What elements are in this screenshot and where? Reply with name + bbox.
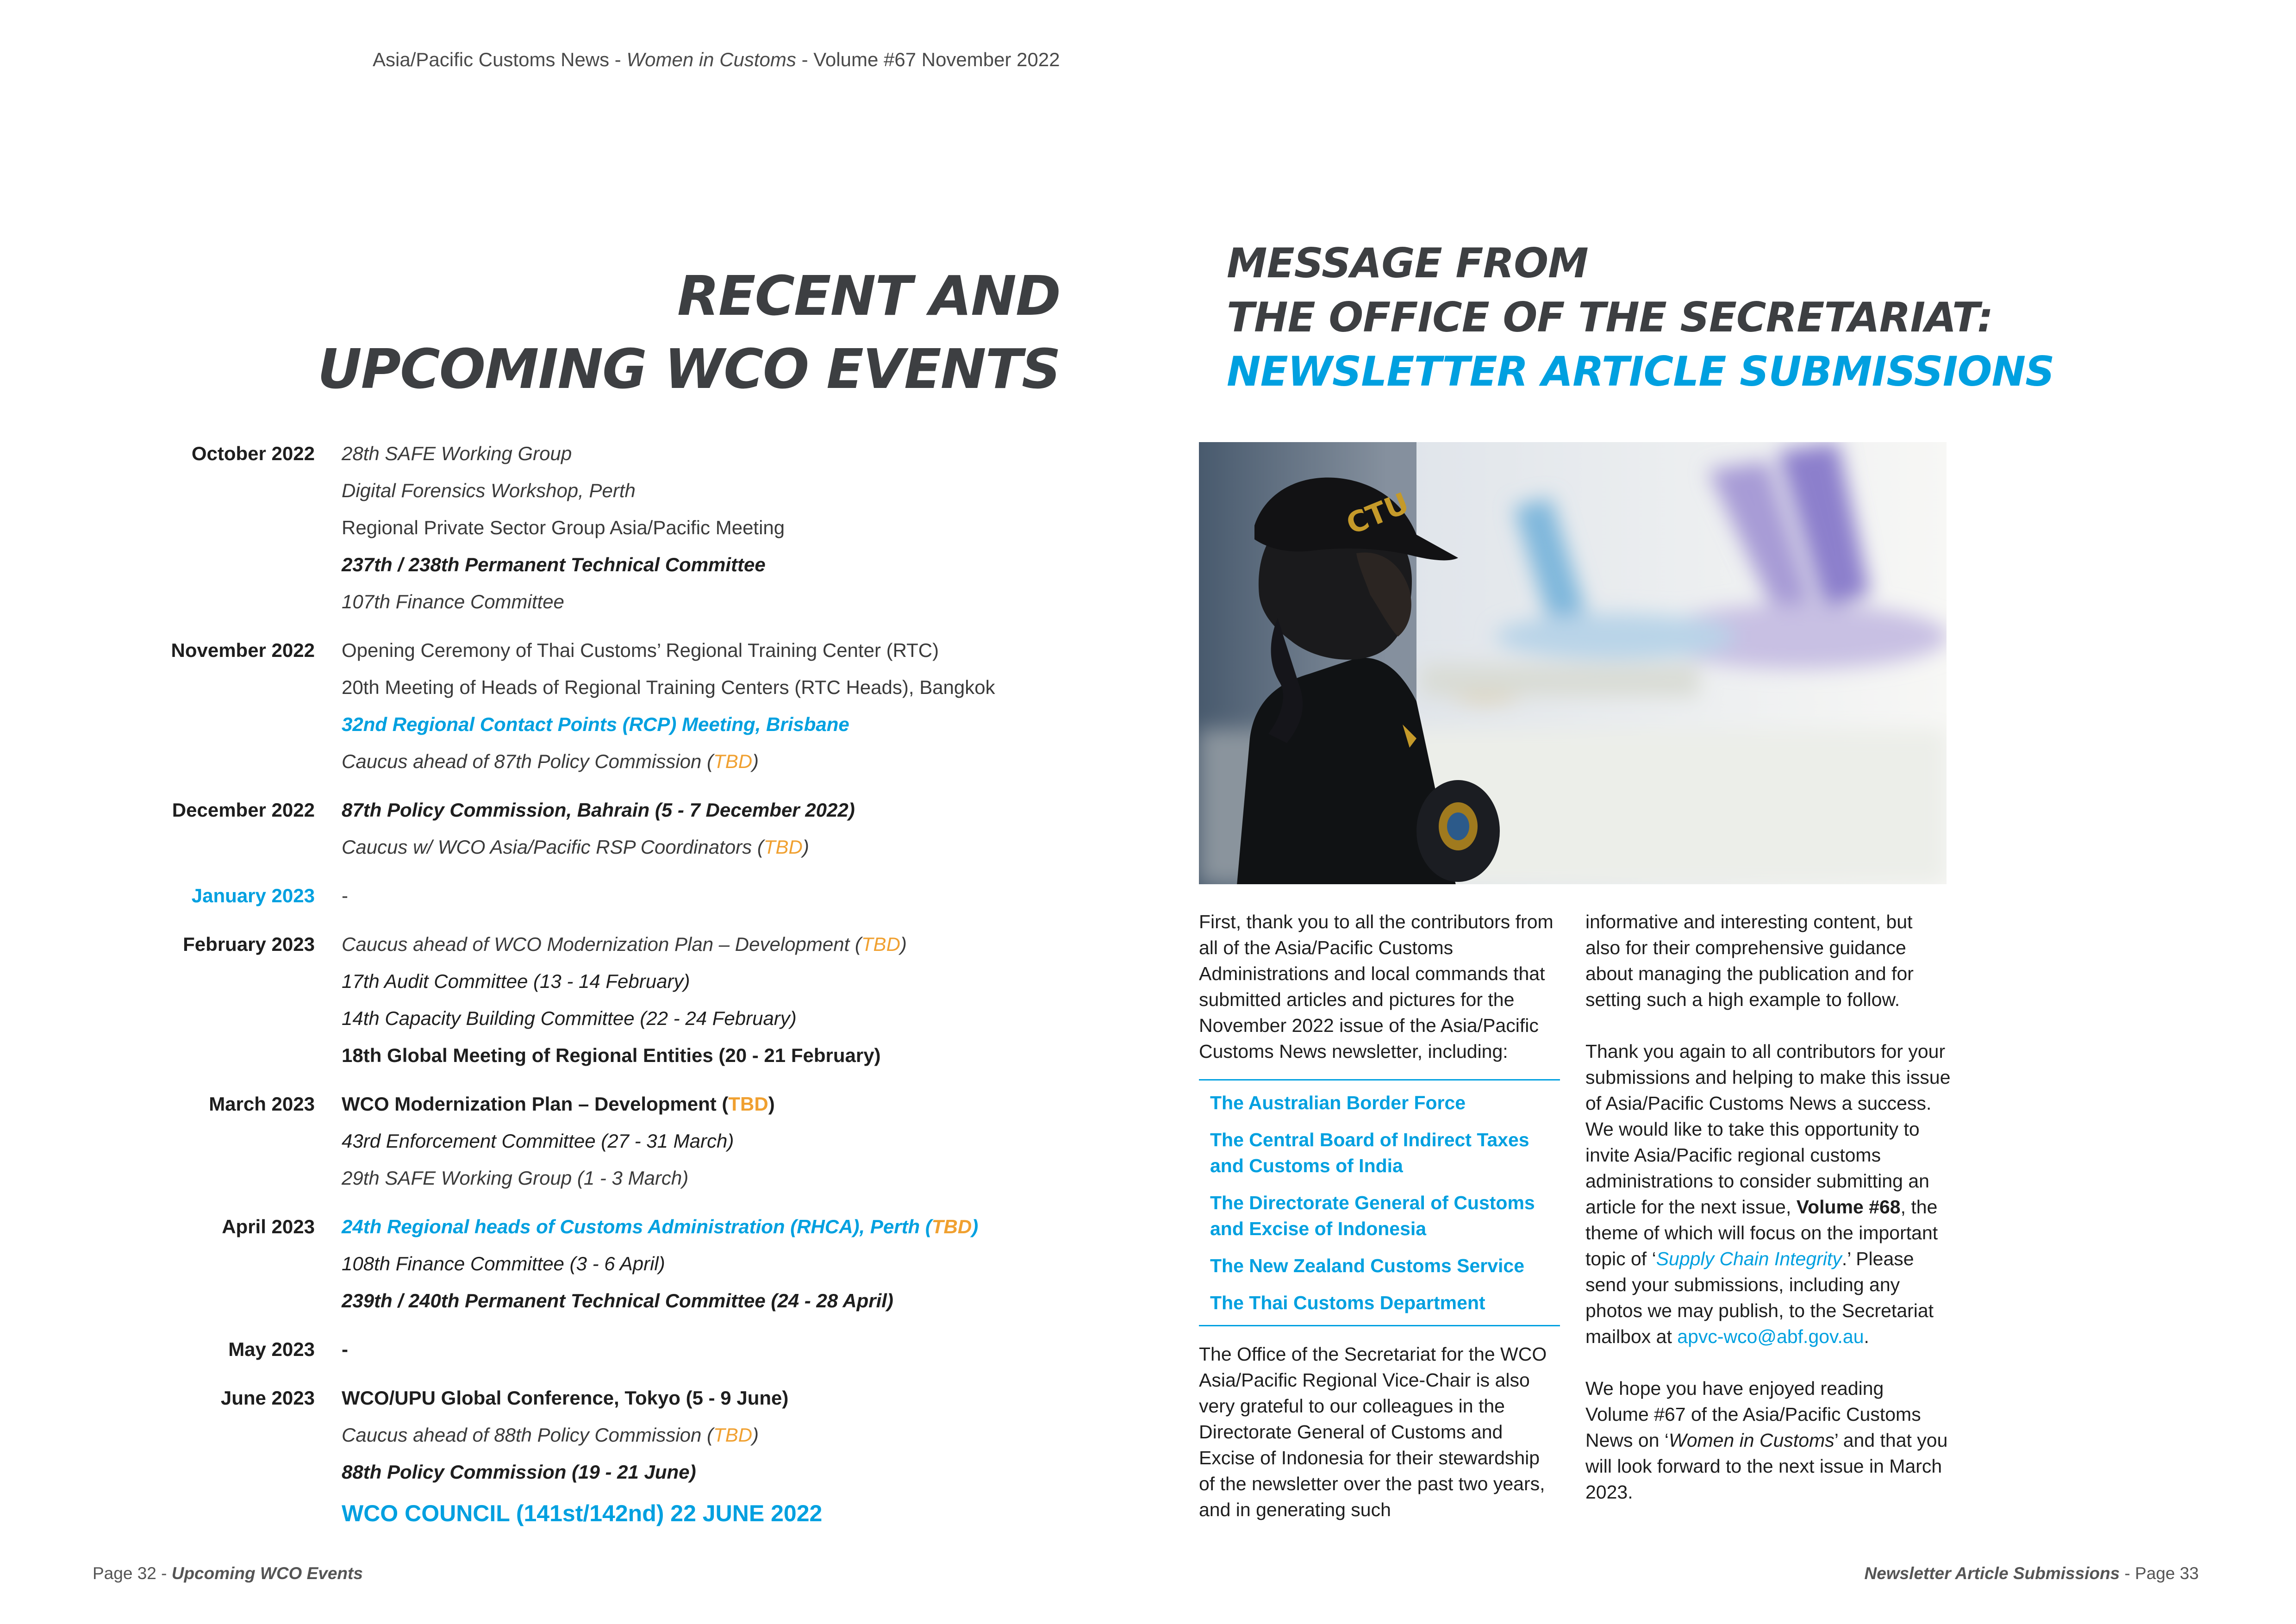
event-paren: ) bbox=[752, 1424, 759, 1446]
wco-council-date: WCO COUNCIL (141st/142nd) 22 JUNE 2022 bbox=[342, 1500, 823, 1526]
tbd-tag: TBD bbox=[763, 836, 803, 858]
header-volume: - Volume #67 November 2022 bbox=[796, 49, 1060, 70]
contributor-item: The Central Board of Indirect Taxes and Customs of India bbox=[1210, 1129, 1529, 1176]
article-paragraph: informative and interesting content, but also for their comprehensive guidance about managing the publication and for setting such a high example to follow. bbox=[1585, 911, 1914, 1010]
theme-women-in-customs: Women in Customs bbox=[1669, 1430, 1834, 1451]
event-item: 108th Finance Committee (3 - 6 April) bbox=[342, 1253, 665, 1274]
month-label: February 2023 bbox=[183, 933, 315, 955]
event-item bbox=[342, 1208, 1157, 1245]
event-paren: ) bbox=[900, 933, 907, 955]
month-label: March 2023 bbox=[209, 1093, 315, 1115]
tbd-tag: TBD bbox=[931, 1216, 972, 1237]
paragraph-text: Thank you again to all contributors for your submissions and helping to make this issue of Asia/Pacific Customs News a success. We would like to take this opportunity to invite Asia/Pacific regional customs administrations to consider submitting an article for the next issue, bbox=[1585, 1041, 1951, 1218]
event-item: Digital Forensics Workshop, Perth bbox=[342, 480, 636, 501]
month-november bbox=[0, 632, 1157, 780]
month-label: December 2022 bbox=[172, 799, 315, 821]
paragraph-text: We hope you have enjoyed reading Volume #67 of the Asia/Pacific Customs News on ‘ bbox=[1585, 1378, 1921, 1451]
event-item: Opening Ceremony of Thai Customs’ Regional Training Center (RTC) bbox=[342, 639, 939, 661]
page-number-left: Page 32 - bbox=[93, 1564, 172, 1583]
event-paren: ) bbox=[802, 836, 809, 858]
events-heading-line1: RECENT AND bbox=[677, 264, 1060, 328]
tbd-tag: TBD bbox=[861, 933, 900, 955]
event-text: 24th Regional heads of Customs Administration (RHCA), Perth ( bbox=[342, 1216, 932, 1237]
volume-68: Volume #68 bbox=[1796, 1196, 1901, 1218]
events-list bbox=[0, 435, 1157, 1546]
running-header bbox=[373, 49, 1060, 71]
event-text: Caucus ahead of 87th Policy Commission ( bbox=[342, 750, 714, 772]
article-paragraph bbox=[1585, 1038, 1951, 1349]
event-item: 237th / 238th Permanent Technical Committee bbox=[342, 554, 766, 575]
header-theme: Women in Customs bbox=[626, 49, 796, 70]
month-label: October 2022 bbox=[191, 443, 315, 464]
tbd-tag: TBD bbox=[713, 750, 753, 772]
paragraph-text: .’ Please send your submissions, including any photos we may publish, to the Secretariat mailbox at bbox=[1585, 1248, 1934, 1347]
contributor-item: The Directorate General of Customs and Excise of Indonesia bbox=[1210, 1192, 1535, 1239]
event-item bbox=[342, 1417, 1157, 1454]
month-label: June 2023 bbox=[220, 1387, 315, 1409]
month-label: November 2022 bbox=[171, 639, 315, 661]
month-december bbox=[0, 792, 1157, 866]
event-item: Regional Private Sector Group Asia/Pacific Meeting bbox=[342, 517, 785, 538]
month-label: January 2023 bbox=[191, 885, 315, 906]
page-number-right: - Page 33 bbox=[2120, 1564, 2199, 1583]
month-april bbox=[0, 1208, 1157, 1319]
message-heading-line3: NEWSLETTER ARTICLE SUBMISSIONS bbox=[1227, 348, 2054, 395]
contributor-item: The Australian Border Force bbox=[1210, 1092, 1466, 1113]
paragraph-text: , the theme of which will focus on the important topic of ‘ bbox=[1585, 1196, 1938, 1269]
event-item bbox=[342, 1086, 1157, 1123]
event-item bbox=[342, 743, 1157, 780]
footer-section-left: Upcoming WCO Events bbox=[171, 1564, 363, 1583]
tbd-tag: TBD bbox=[728, 1093, 768, 1115]
event-text: Caucus ahead of 88th Policy Commission ( bbox=[342, 1424, 714, 1446]
month-march bbox=[0, 1086, 1157, 1197]
event-item: 87th Policy Commission, Bahrain (5 - 7 December 2022) bbox=[342, 799, 855, 821]
events-heading-line2: UPCOMING WCO EVENTS bbox=[317, 337, 1060, 401]
article-column-1 bbox=[1199, 909, 1560, 1523]
event-item: 20th Meeting of Heads of Regional Training Centers (RTC Heads), Bangkok bbox=[342, 676, 995, 698]
event-paren: ) bbox=[752, 750, 759, 772]
month-january bbox=[0, 877, 1157, 914]
event-item: 14th Capacity Building Committee (22 - 24 February) bbox=[342, 1007, 797, 1029]
month-label: April 2023 bbox=[222, 1216, 315, 1237]
footer-section-right: Newsletter Article Submissions bbox=[1864, 1564, 2120, 1583]
event-item: WCO/UPU Global Conference, Tokyo (5 - 9 June) bbox=[342, 1387, 789, 1409]
contributor-list bbox=[1199, 1079, 1560, 1326]
footer-right bbox=[1865, 1564, 2199, 1583]
event-text: Caucus ahead of WCO Modernization Plan – Development ( bbox=[342, 933, 861, 955]
event-item: - bbox=[342, 1338, 348, 1360]
month-may bbox=[0, 1331, 1157, 1368]
event-text: Caucus w/ WCO Asia/Pacific RSP Coordinators ( bbox=[342, 836, 764, 858]
event-item bbox=[342, 829, 1157, 866]
event-item: 29th SAFE Working Group (1 - 3 March) bbox=[342, 1167, 689, 1189]
article-paragraph: The Office of the Secretariat for the WCO Asia/Pacific Regional Vice-Chair is also very grateful to our colleagues in the Directorate General of Customs and Excise of Indonesia for their stewardship of the newsletter over the past two years, and in generating such bbox=[1199, 1343, 1547, 1520]
message-heading-line1: MESSAGE FROM bbox=[1227, 239, 1588, 287]
header-text: Asia/Pacific Customs News - bbox=[373, 49, 627, 70]
month-october bbox=[0, 435, 1157, 620]
month-june bbox=[0, 1380, 1157, 1534]
month-february bbox=[0, 926, 1157, 1074]
article-column-2 bbox=[1585, 909, 1951, 1531]
tbd-tag: TBD bbox=[713, 1424, 753, 1446]
event-item: 18th Global Meeting of Regional Entities (20 - 21 February) bbox=[342, 1044, 881, 1066]
events-heading bbox=[278, 259, 1060, 406]
paragraph-text: ’ and that you will look forward to the next issue in March 2023. bbox=[1585, 1430, 1948, 1503]
event-paren: ) bbox=[972, 1216, 979, 1237]
contributor-item: The New Zealand Customs Service bbox=[1210, 1255, 1525, 1276]
event-text: WCO Modernization Plan – Development ( bbox=[342, 1093, 729, 1115]
event-item: - bbox=[342, 885, 348, 906]
event-item: 32nd Regional Contact Points (RCP) Meeting, Brisbane bbox=[342, 713, 849, 735]
article-intro: First, thank you to all the contributors from all of the Asia/Pacific Customs Administrations and local commands that submitted articles and pictures for the November 2022 issue of the Asia/Pacific Customs News newsletter, including: bbox=[1199, 911, 1554, 1062]
cap-text: CTU bbox=[1341, 486, 1414, 541]
event-item: 43rd Enforcement Committee (27 - 31 March) bbox=[342, 1130, 734, 1152]
message-heading bbox=[1227, 236, 2054, 399]
event-item: 17th Audit Committee (13 - 14 February) bbox=[342, 970, 690, 992]
article-paragraph bbox=[1585, 1375, 1951, 1505]
event-item: 107th Finance Committee bbox=[342, 591, 564, 612]
theme-supply-chain: Supply Chain Integrity bbox=[1656, 1248, 1842, 1269]
event-paren: ) bbox=[768, 1093, 775, 1115]
month-label: May 2023 bbox=[228, 1338, 315, 1360]
footer-left bbox=[93, 1564, 363, 1583]
email-link[interactable]: apvc-wco@abf.gov.au bbox=[1677, 1326, 1864, 1347]
event-item: 239th / 240th Permanent Technical Committee (24 - 28 April) bbox=[342, 1290, 893, 1312]
event-item: 28th SAFE Working Group bbox=[342, 443, 572, 464]
event-item bbox=[342, 926, 1157, 963]
paragraph-text: . bbox=[1864, 1326, 1869, 1347]
message-heading-line2: THE OFFICE OF THE SECRETARIAT: bbox=[1227, 294, 1993, 341]
customs-officer-photo bbox=[1199, 442, 1947, 884]
contributor-item: The Thai Customs Department bbox=[1210, 1292, 1485, 1313]
event-item: 88th Policy Commission (19 - 21 June) bbox=[342, 1461, 696, 1483]
